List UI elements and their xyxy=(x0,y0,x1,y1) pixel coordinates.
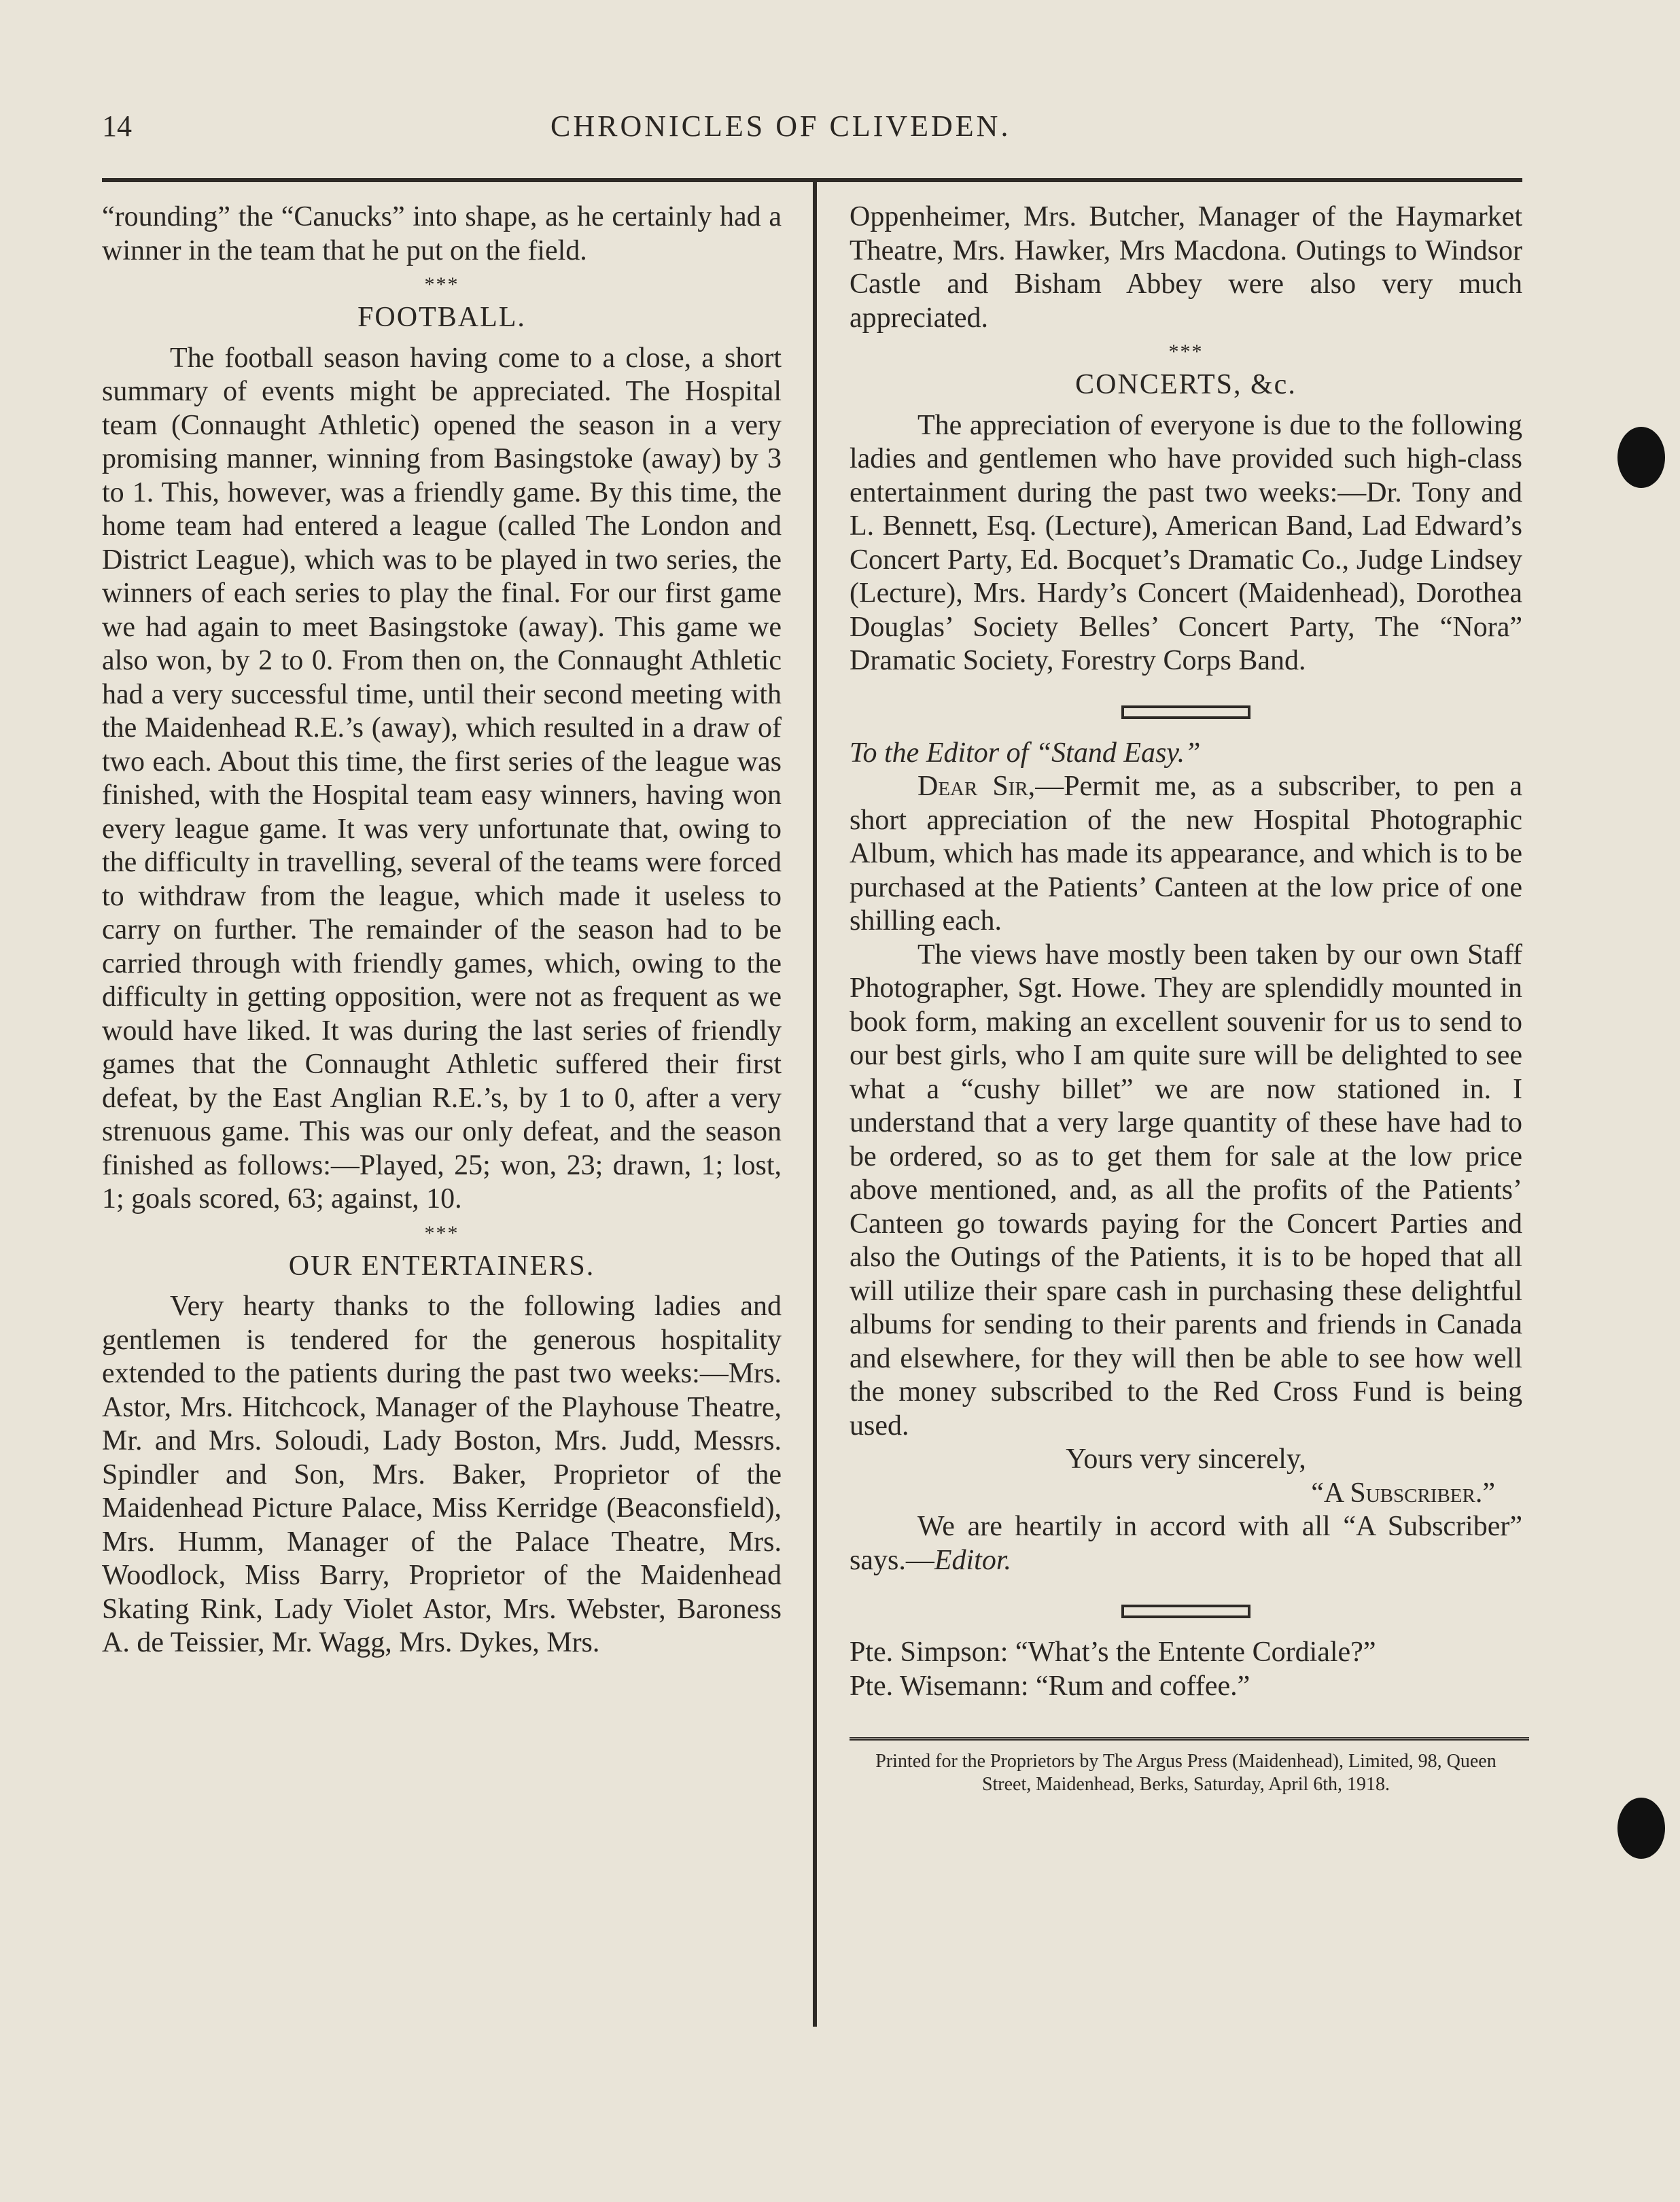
letter-heading: To the Editor of “Stand Easy.” xyxy=(850,737,1201,769)
concerts-paragraph: The appreciation of everyone is due to the following ladies and gentlemen who have provided such high-class entertainment during the past two weeks:—Dr. Tony and L. Bennett, Esq. (Lecture), American Band, Lad Edward’s Concert Party, Ed. Bocquet’s Dramatic Co., Judge Lindsey (Lecture), Mrs. Hardy’s Concert (Maidenhead), Dorothea Douglas’ Society Belles’ Concert Party, The “Nora” Dramatic Society, Forestry Corps Band. xyxy=(850,409,1522,676)
left-column xyxy=(102,200,782,1660)
right-column xyxy=(850,200,1522,1796)
running-head xyxy=(102,109,1522,156)
header-rule xyxy=(102,178,1522,182)
page-number: 14 xyxy=(102,109,132,143)
joke-line-1: Pte. Simpson: “What’s the Entente Cordiale?” xyxy=(850,1637,1376,1668)
imprint-rule xyxy=(850,1737,1529,1741)
letter-paragraph-1-text: —Permit me, as a subscriber, to pen a short appreciation of the new Hospital Photographic Album, which has made its appearance, and which is to be purchased at the Patients’ Canteen at the low price of one shilling each. xyxy=(850,771,1522,937)
intro-paragraph: “rounding” the “Canucks” into shape, as he certainly had a winner in the team that he put on the field. xyxy=(102,201,782,266)
entertainers-heading: OUR ENTERTAINERS. xyxy=(288,1250,595,1282)
ornament-divider xyxy=(1121,1605,1250,1618)
editor-note xyxy=(850,1510,1522,1577)
football-paragraph: The football season having come to a close, a short summary of events might be appreciated. The Hospital team (Connaught Athletic) opened the season in a very promising manner, winning from Basingstoke (away) by 3 to 1. This, however, was a friendly game. By this time, the home team had entered a league (called The London and District League), which was to be played in two series, the winners of each series to play the final. For our first game we had again to meet Basingstoke (away). This game we also won, by 2 to 0. From then on, the Connaught Athletic had a very successful time, until their second meeting with the Maidenhead R.E.’s (away), which resulted in a draw of two each. About this time, the first series of the league was finished, with the Hospital team easy winners, having won every league game. It was very unfortunate that, owing to the difficulty in travelling, several of the teams were forced to withdraw from the league, which made it useless to carry on further. The remainder of the season had to be carried through with friendly games, which, owing to the difficulty in getting opposition, were not as frequent as we would have liked. It was during the last series of friendly games that the Connaught Athletic suffered their first defeat, by the East Anglian R.E.’s, by 1 to 0, after a very strenuous game. This was our only defeat, and the season finished as follows:—Played, 25; won, 23; drawn, 1; lost, 1; goals scored, 63; against, 10. xyxy=(102,342,782,1214)
section-separator: *** xyxy=(1168,340,1204,363)
football-heading: FOOTBALL. xyxy=(357,302,526,333)
journal-title: CHRONICLES OF CLIVEDEN. xyxy=(550,109,1011,143)
letter-paragraph-2: The views have mostly been taken by our own Staff Photographer, Sgt. Howe. They are splendidly mounted in book form, making an excellent souvenir for us to send to our best girls, who I am quite sure will be delighted to see what a “cushy billet” we are now stationed in. I understand that a very large quantity of these have had to be ordered, so as to get them for sale at the low price above mentioned, and, as all the profits of the Patients’ Canteen go towards paying for the Concert Parties and also the Outings of the Patients, it is to be hoped that all will utilize their spare cash in purchasing these delightful albums for sending to their parents and friends in Canada and elsewhere, for they will then be able to see how well the money subscribed to the Red Cross Fund is being used. xyxy=(850,939,1522,1441)
letter-signature: “A Subscriber.” xyxy=(1311,1477,1495,1509)
section-separator: *** xyxy=(424,1221,459,1244)
letter-salutation: Dear Sir, xyxy=(917,771,1036,802)
ornament-divider xyxy=(1121,705,1250,719)
punch-hole xyxy=(1617,427,1665,488)
punch-hole xyxy=(1617,1798,1665,1859)
column-divider xyxy=(813,178,817,2027)
printer-imprint: Printed for the Proprietors by The Argus Press (Maidenhead), Limited, 98, Queen Street, Maidenhead, Berks, Saturday, April 6th, 1918. xyxy=(875,1751,1497,1795)
editor-note-text: We are heartily in accord with all “A Subscriber” says.— xyxy=(850,1511,1522,1576)
letter-closing: Yours very sincerely, xyxy=(1066,1444,1306,1475)
editor-sign: Editor. xyxy=(934,1544,1012,1576)
entertainers-paragraph: Very hearty thanks to the following ladies and gentlemen is tendered for the generous hospitality extended to the patients during the past two weeks:—Mrs. Astor, Mrs. Hitchcock, Manager of the Playhouse Theatre, Mr. and Mrs. Soloudi, Lady Boston, Mrs. Judd, Messrs. Spindler and Son, Mrs. Baker, Proprietor of the Maidenhead Picture Palace, Miss Kerridge (Beaconsfield), Mrs. Humm, Manager of the Palace Theatre, Mrs. Woodlock, Miss Barry, Proprietor of the Maidenhead Skating Rink, Lady Violet Astor, Mrs. Webster, Baroness A. de Teissier, Mr. Wagg, Mrs. Dykes, Mrs. xyxy=(102,1291,782,1658)
joke-line-2: Pte. Wisemann: “Rum and coffee.” xyxy=(850,1670,1250,1702)
section-separator: *** xyxy=(424,273,459,296)
entertainers-continuation: Oppenheimer, Mrs. Butcher, Manager of the Haymarket Theatre, Mrs. Hawker, Mrs Macdona. Outings to Windsor Castle and Bisham Abbey were also very much appreciated. xyxy=(850,201,1522,334)
letter-paragraph-1 xyxy=(850,770,1522,939)
concerts-heading: CONCERTS, &c. xyxy=(1075,369,1297,400)
